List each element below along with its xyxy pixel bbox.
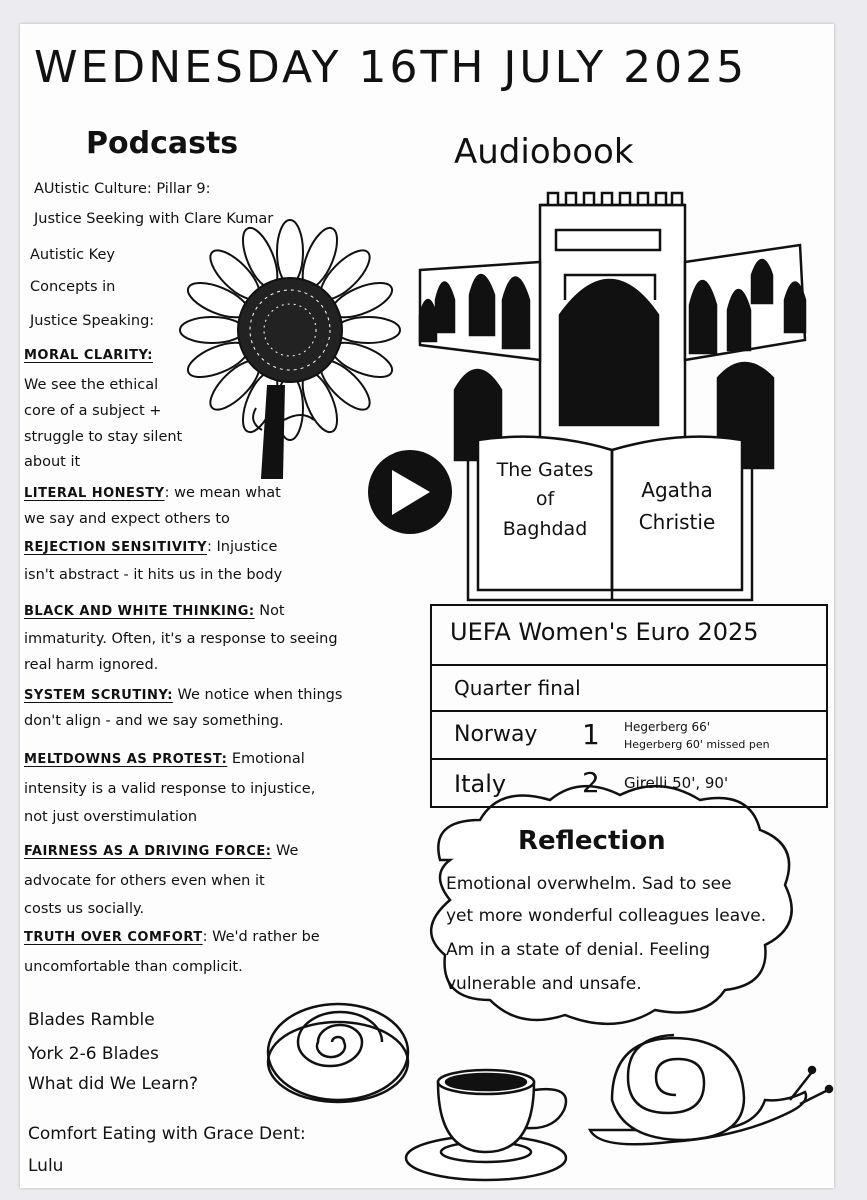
concept-line: We see the ethical <box>24 377 159 393</box>
concept-line: advocate for others even when it <box>24 873 265 889</box>
concept-fairness <box>24 844 298 859</box>
podcasts-heading: Podcasts <box>86 126 239 161</box>
concept-black-white-thinking <box>24 604 285 619</box>
snail-icon <box>590 1035 832 1144</box>
table-stage-row <box>432 666 826 712</box>
reflection-line: vulnerable and unsafe. <box>446 974 642 994</box>
table-title-row <box>432 606 826 666</box>
page-title: WEDNESDAY 16TH JULY 2025 <box>34 42 748 93</box>
concept-first: We <box>271 843 299 859</box>
match-stage: Quarter final <box>454 676 581 700</box>
episode-title-line2: Justice Seeking with Clare Kumar <box>34 211 274 227</box>
team-score: 2 <box>582 766 600 799</box>
pastry-icon <box>268 1004 408 1102</box>
table-row <box>432 712 826 760</box>
concept-meltdowns-protest <box>24 752 305 767</box>
concept-term: MORAL CLARITY: <box>24 348 153 363</box>
concept-line: isn't abstract - it hits us in the body <box>24 567 283 583</box>
teacup-icon <box>406 1070 566 1180</box>
concept-first: : we mean what <box>164 485 281 501</box>
concept-line: core of a subject + <box>24 403 162 419</box>
scorer: Girelli 50', 90' <box>624 774 729 792</box>
concept-first: We notice when things <box>172 687 343 703</box>
book-title <box>486 456 604 544</box>
blades-line3: What did We Learn? <box>28 1074 198 1094</box>
concept-rejection-sensitivity <box>24 540 277 555</box>
blades-line2: York 2-6 Blades <box>28 1044 159 1064</box>
scorer: Hegerberg 66' <box>624 720 711 734</box>
concept-line: uncomfortable than complicit. <box>24 959 243 975</box>
scorer: Hegerberg 60' missed pen <box>624 738 770 751</box>
euro-score-table <box>430 604 828 808</box>
team-name: Italy <box>454 770 507 798</box>
concept-literal-honesty <box>24 486 281 501</box>
concept-term: FAIRNESS AS A DRIVING FORCE: <box>24 844 272 859</box>
concept-line: struggle to stay silent <box>24 429 183 445</box>
reflection-line: Am in a state of denial. Feeling <box>446 940 711 960</box>
concept-first: Emotional <box>227 751 305 767</box>
concept-first: Not <box>254 603 285 619</box>
reflection-line: yet more wonderful colleagues leave. <box>446 906 767 926</box>
concept-moral-clarity <box>24 348 153 363</box>
team-score: 1 <box>582 718 600 751</box>
blades-line1: Blades Ramble <box>28 1010 155 1030</box>
concept-first: : We'd rather be <box>202 929 320 945</box>
concept-term: MELTDOWNS AS PROTEST: <box>24 752 228 767</box>
audiobook-heading: Audiobook <box>454 132 634 172</box>
table-title: UEFA Women's Euro 2025 <box>450 618 759 646</box>
concepts-line2: Concepts in <box>30 279 116 295</box>
concept-term: REJECTION SENSITIVITY <box>24 540 208 555</box>
concept-line: immaturity. Often, it's a response to seeing <box>24 631 338 647</box>
table-row <box>432 760 826 804</box>
concept-line: don't align - and we say something. <box>24 713 284 729</box>
concept-term: LITERAL HONESTY <box>24 486 165 501</box>
concept-line: real harm ignored. <box>24 657 159 673</box>
concepts-line3: Justice Speaking: <box>30 313 155 329</box>
concept-line: costs us socially. <box>24 901 145 917</box>
book-title-line: of <box>535 488 555 511</box>
concept-first: : Injustice <box>207 539 278 555</box>
play-icon[interactable] <box>368 450 452 534</box>
concept-term: SYSTEM SCRUTINY: <box>24 688 173 703</box>
sunflower-icon <box>180 220 400 478</box>
comfort-eating-line2: Lulu <box>28 1156 64 1176</box>
comfort-eating-line1: Comfort Eating with Grace Dent: <box>28 1124 306 1144</box>
reflection-heading: Reflection <box>518 826 666 856</box>
concept-line: about it <box>24 454 81 470</box>
reflection-line: Emotional overwhelm. Sad to see <box>446 874 732 894</box>
concept-truth-over-comfort <box>24 930 320 945</box>
concept-line: intensity is a valid response to injustice, <box>24 781 316 797</box>
book-author-line: Christie <box>638 510 716 534</box>
book-author-line: Agatha <box>641 478 713 502</box>
episode-title-line1: AUtistic Culture: Pillar 9: <box>34 181 211 197</box>
book-title-line: The Gates <box>496 459 594 481</box>
book-title-line: Baghdad <box>502 517 588 540</box>
concept-term: TRUTH OVER COMFORT <box>24 930 203 945</box>
concept-system-scrutiny <box>24 688 342 703</box>
book-author <box>618 474 736 538</box>
concepts-line1: Autistic Key <box>30 247 115 263</box>
concept-term: BLACK AND WHITE THINKING: <box>24 604 255 619</box>
concept-line: we say and expect others to <box>24 511 230 527</box>
gates-illustration <box>420 193 805 468</box>
concept-line: not just overstimulation <box>24 809 198 825</box>
team-name: Norway <box>454 722 538 747</box>
